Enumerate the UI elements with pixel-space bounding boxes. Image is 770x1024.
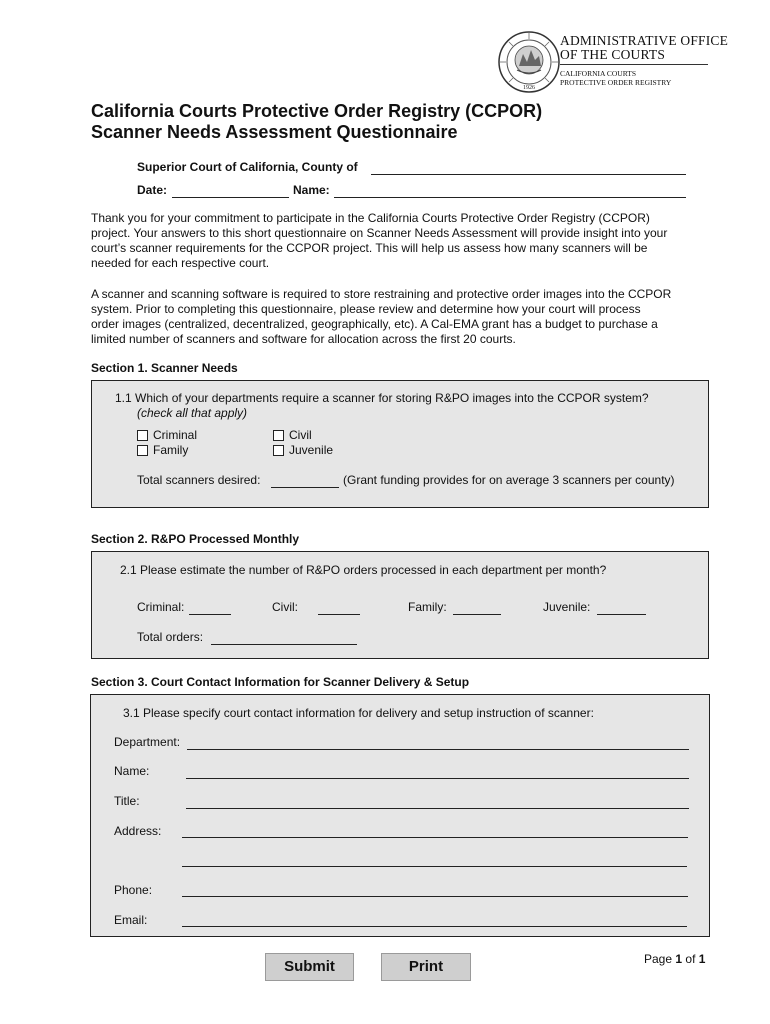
page-title-line2: Scanner Needs Assessment Questionnaire [91, 122, 458, 142]
criminal-count-label: Criminal: [137, 600, 185, 614]
page-total: 1 [698, 952, 706, 966]
section1-question: 1.1 Which of your departments require a scanner for storing R&PO images into the CCPOR system? [115, 391, 649, 405]
name-field[interactable] [334, 183, 686, 198]
section3-heading: Section 3. Court Contact Information for Scanner Delivery & Setup [91, 675, 470, 689]
date-label: Date: [137, 183, 168, 197]
total-scanners-field[interactable] [271, 473, 339, 488]
page-prefix: Page [644, 952, 673, 966]
county-field[interactable] [371, 160, 686, 175]
section2-question: 2.1 Please estimate the number of R&PO orders processed in each department per month? [120, 563, 607, 577]
total-orders-field[interactable] [211, 630, 357, 645]
org-subtitle-line2: PROTECTIVE ORDER REGISTRY [560, 78, 672, 87]
section1-heading: Section 1. Scanner Needs [91, 361, 238, 375]
page-of: of [685, 952, 696, 966]
address-label: Address: [114, 824, 162, 838]
section1-hint: (check all that apply) [137, 406, 248, 420]
county-label: Superior Court of California, County of [137, 160, 358, 174]
intro-p2-line: limited number of scanners and software for allocation across the first 20 courts. [91, 332, 516, 346]
page-indicator [644, 952, 705, 967]
org-subtitle-line1: CALIFORNIA COURTS [560, 69, 637, 78]
intro-p1-line: project. Your answers to this short questionnaire on Scanner Needs Assessment will provide insight into your [91, 226, 668, 240]
intro-p1-line: needed for each respective court. [91, 256, 270, 270]
intro-p2-line: system. Prior to completing this questionnaire, please review and determine how your court will process [91, 302, 641, 316]
contact-title-label: Title: [114, 794, 140, 808]
total-scanners-note: (Grant funding provides for on average 3 scanners per county) [343, 473, 675, 487]
criminal-checkbox[interactable] [137, 430, 148, 441]
section2-heading: Section 2. R&PO Processed Monthly [91, 532, 300, 546]
address-field-line1[interactable] [182, 823, 688, 838]
criminal-count-field[interactable] [189, 600, 231, 615]
org-divider [560, 64, 708, 65]
address-field-line2[interactable] [182, 852, 687, 867]
intro-p2-line: order images (centralized, decentralized, geographically, etc). A Cal-EMA grant has a budget to purchase a [91, 317, 658, 331]
section3-question: 3.1 Please specify court contact information for delivery and setup instruction of scanner: [123, 706, 594, 720]
intro-p1-line: Thank you for your commitment to participate in the California Courts Protective Order Registry (CCPOR) [91, 211, 650, 225]
intro-paragraph-1 [91, 211, 711, 271]
judicial-council-seal [497, 30, 561, 94]
email-field[interactable] [182, 912, 687, 927]
intro-paragraph-2 [91, 287, 711, 347]
submit-button[interactable]: Submit [265, 953, 354, 981]
civil-option-label: Civil [289, 428, 312, 442]
civil-count-field[interactable] [318, 600, 360, 615]
total-scanners-label: Total scanners desired: [137, 473, 261, 487]
juvenile-option-label: Juvenile [289, 443, 334, 457]
civil-checkbox[interactable] [273, 430, 284, 441]
juvenile-count-field[interactable] [597, 600, 646, 615]
department-field[interactable] [187, 735, 689, 750]
org-title-line2: OF THE COURTS [560, 47, 666, 62]
page-number: 1 [675, 952, 683, 966]
family-option-label: Family [153, 443, 189, 457]
juvenile-count-label: Juvenile: [543, 600, 591, 614]
contact-title-field[interactable] [186, 794, 689, 809]
page-title-line1: California Courts Protective Order Registry (CCPOR) [91, 101, 543, 121]
family-checkbox[interactable] [137, 445, 148, 456]
seal-year: 1926 [523, 85, 535, 91]
section3-box [90, 694, 710, 937]
family-count-label: Family: [408, 600, 447, 614]
family-count-field[interactable] [453, 600, 501, 615]
criminal-option-label: Criminal [153, 428, 198, 442]
contact-name-label: Name: [114, 764, 150, 778]
department-label: Department: [114, 735, 181, 749]
intro-p1-line: court’s scanner requirements for the CCPOR project. This will help us assess how many scanners will be [91, 241, 648, 255]
org-title-line1: ADMINISTRATIVE OFFICE [560, 33, 729, 48]
intro-p2-line: A scanner and scanning software is required to store restraining and protective order images into the CCPOR [91, 287, 672, 301]
total-orders-label: Total orders: [137, 630, 204, 644]
name-label: Name: [293, 183, 330, 197]
phone-field[interactable] [182, 882, 688, 897]
phone-label: Phone: [114, 883, 153, 897]
civil-count-label: Civil: [272, 600, 298, 614]
juvenile-checkbox[interactable] [273, 445, 284, 456]
date-field[interactable] [172, 183, 289, 198]
print-button[interactable]: Print [381, 953, 471, 981]
contact-name-field[interactable] [186, 764, 689, 779]
email-label: Email: [114, 913, 148, 927]
